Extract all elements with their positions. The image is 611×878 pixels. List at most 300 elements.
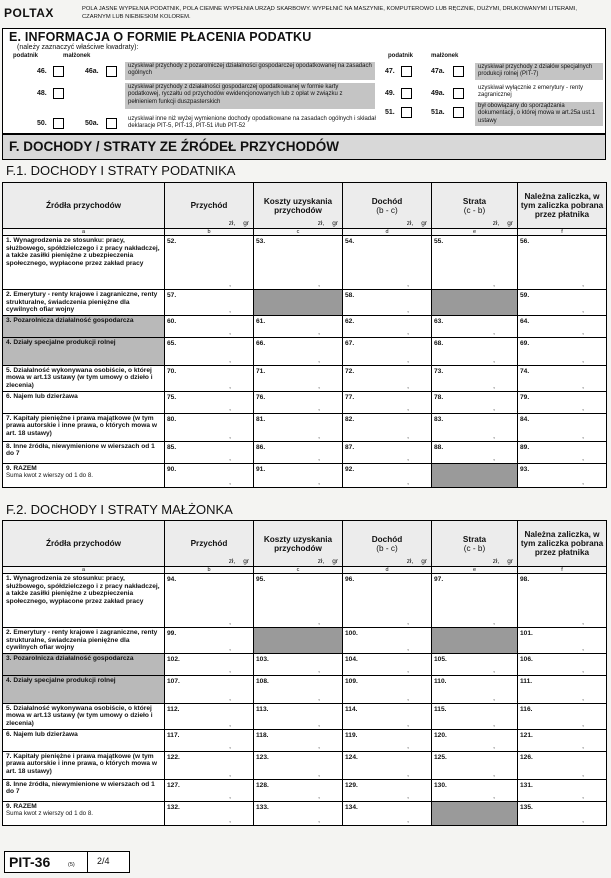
amount-field[interactable] — [254, 391, 343, 413]
field-number: 80. — [167, 415, 177, 423]
source-label-text: 3. Pozarolnicza działalność gospodarcza — [6, 654, 134, 662]
table-row — [3, 729, 607, 751]
field-number: 63. — [434, 317, 444, 325]
amount-field[interactable] — [518, 315, 607, 337]
source-label — [3, 441, 165, 463]
decimal-separator: , — [318, 404, 320, 412]
checkbox-46a[interactable] — [106, 66, 117, 77]
field-number: 129. — [345, 781, 358, 789]
field-number: 104. — [345, 655, 358, 663]
disabled-cell — [432, 290, 518, 316]
amount-field[interactable] — [165, 236, 254, 290]
source-label-text: 4. Działy specjalne produkcji rolnej — [6, 676, 116, 684]
unit-zl: zł, — [406, 220, 414, 227]
field-number: 55. — [434, 238, 444, 245]
field-number: 59. — [520, 292, 530, 299]
checkbox-47a[interactable] — [453, 66, 464, 77]
column-letter: f — [518, 567, 607, 574]
section-e-subtitle: (należy zaznaczyć właściwe kwadraty): — [17, 44, 139, 51]
amount-field[interactable] — [432, 236, 518, 290]
amount-field[interactable] — [343, 751, 432, 779]
field-number: 56. — [520, 238, 530, 245]
amount-field[interactable] — [343, 413, 432, 441]
decimal-separator: , — [229, 720, 231, 728]
amount-field[interactable] — [432, 365, 518, 391]
amount-field[interactable] — [343, 463, 432, 487]
f2-title: F.2. DOCHODY I STRATY MAŁŻONKA — [6, 502, 233, 517]
col-header-income — [165, 521, 254, 567]
col-header-costs — [254, 521, 343, 567]
amount-field[interactable] — [254, 463, 343, 487]
amount-field[interactable] — [165, 391, 254, 413]
field-number: 78. — [434, 393, 444, 401]
field-number: 49a. — [431, 90, 445, 97]
unit-label — [399, 220, 427, 227]
amount-field[interactable] — [165, 290, 254, 316]
amount-field[interactable] — [254, 315, 343, 337]
amount-field[interactable] — [432, 337, 518, 365]
amount-field[interactable] — [343, 628, 432, 654]
decimal-separator: , — [493, 404, 495, 412]
decimal-separator: , — [582, 694, 584, 702]
unit-zl: zł, — [228, 220, 236, 227]
checkbox-51[interactable] — [401, 107, 412, 118]
source-label-text: 8. Inne źródła, niewymienione w wierszach od 1 do 7 — [6, 780, 155, 796]
amount-field[interactable] — [254, 574, 343, 628]
decimal-separator: , — [318, 432, 320, 440]
decimal-separator: , — [407, 382, 409, 390]
amount-field[interactable] — [518, 391, 607, 413]
table-row — [3, 675, 607, 703]
field-number: 61. — [256, 317, 266, 325]
field-number: 88. — [434, 443, 444, 451]
field-number: 120. — [434, 731, 447, 739]
amount-field[interactable] — [254, 441, 343, 463]
decimal-separator: , — [582, 816, 584, 824]
field-number: 60. — [167, 317, 177, 325]
amount-field[interactable] — [432, 751, 518, 779]
amount-field[interactable] — [254, 236, 343, 290]
table-row — [3, 779, 607, 801]
source-label — [3, 290, 165, 316]
field-number: 94. — [167, 576, 177, 583]
field-number: 83. — [434, 415, 444, 423]
amount-field[interactable] — [343, 391, 432, 413]
amount-field[interactable] — [518, 463, 607, 487]
amount-field[interactable] — [343, 441, 432, 463]
amount-field[interactable] — [343, 574, 432, 628]
col-header-source-text: Źródła przychodów — [45, 201, 122, 210]
table-row — [3, 653, 607, 675]
amount-field[interactable] — [165, 365, 254, 391]
checkbox-50[interactable] — [53, 118, 64, 129]
column-letter: a — [3, 567, 165, 574]
checkbox-49[interactable] — [401, 88, 412, 99]
field-number: 51. — [385, 109, 395, 116]
disabled-cell — [432, 463, 518, 487]
amount-field[interactable] — [165, 413, 254, 441]
source-label-text: 5. Działalność wykonywana osobiście, o której mowa w art.13 ustawy (w tym umowy o dzieło i zlecenia) — [6, 704, 153, 727]
source-label-text: 9. RAZEM — [6, 464, 37, 472]
amount-field[interactable] — [165, 675, 254, 703]
field-number: 57. — [167, 292, 177, 299]
amount-field[interactable] — [518, 365, 607, 391]
option-text-47: uzyskiwał przychody z działów specjalnych produkcji rolnej (PIT-7) — [475, 63, 603, 80]
field-number: 116. — [520, 705, 533, 713]
field-number: 108. — [256, 677, 269, 685]
checkbox-46[interactable] — [53, 66, 64, 77]
field-number: 134. — [345, 803, 358, 811]
decimal-separator: , — [229, 619, 231, 626]
amount-field[interactable] — [165, 703, 254, 729]
unit-gr: gr — [507, 558, 513, 565]
source-label-text: 6. Najem lub dzierżawa — [6, 730, 78, 738]
disabled-cell — [254, 290, 343, 316]
amount-field[interactable] — [165, 315, 254, 337]
checkbox-50a[interactable] — [106, 118, 117, 129]
field-number: 99. — [167, 630, 177, 637]
column-letter: f — [518, 229, 607, 236]
field-number: 98. — [520, 576, 530, 583]
col-header-profit — [343, 183, 432, 229]
field-number: 89. — [520, 443, 530, 451]
amount-field[interactable] — [165, 729, 254, 751]
amount-field[interactable] — [343, 703, 432, 729]
col-header-loss-text: Strata — [462, 196, 487, 206]
col-header-profit — [343, 521, 432, 567]
decimal-separator: , — [582, 666, 584, 674]
table-row — [3, 391, 607, 413]
decimal-separator: , — [407, 478, 409, 486]
amount-field[interactable] — [165, 779, 254, 801]
field-number: 128. — [256, 781, 269, 789]
source-label-text: 2. Emerytury - renty krajowe i zagraniczne, renty strukturalne, świadczenia pieniężne dla cywilnych ofiar wojny — [6, 291, 158, 314]
column-letter: e — [432, 229, 518, 236]
source-label — [3, 779, 165, 801]
amount-field[interactable] — [518, 236, 607, 290]
unit-label — [399, 558, 427, 565]
column-letter: b — [165, 229, 254, 236]
unit-gr: gr — [243, 220, 249, 227]
amount-field[interactable] — [518, 801, 607, 825]
decimal-separator: , — [493, 742, 495, 750]
amount-field[interactable] — [432, 703, 518, 729]
field-number: 86. — [256, 443, 266, 451]
decimal-separator: , — [493, 694, 495, 702]
table-row — [3, 413, 607, 441]
amount-field[interactable] — [432, 441, 518, 463]
f1-title: F.1. DOCHODY I STRATY PODATNIKA — [6, 163, 236, 178]
decimal-separator: , — [493, 454, 495, 462]
field-number: 106. — [520, 655, 533, 663]
field-number: 64. — [520, 317, 530, 325]
amount-field[interactable] — [165, 751, 254, 779]
decimal-separator: , — [493, 770, 495, 778]
decimal-separator: , — [318, 694, 320, 702]
table-row — [3, 703, 607, 729]
option-text-46: uzyskiwał przychody z pozarolniczej działalności gospodarczej opodatkowanej na zasadach ogólnych — [125, 62, 375, 80]
decimal-separator: , — [582, 281, 584, 288]
amount-field[interactable] — [518, 751, 607, 779]
field-number: 47a. — [431, 68, 445, 75]
amount-field[interactable] — [165, 628, 254, 654]
amount-field[interactable] — [254, 653, 343, 675]
decimal-separator: , — [407, 306, 409, 314]
amount-field[interactable] — [254, 675, 343, 703]
field-number: 50a. — [85, 120, 99, 127]
checkbox-51a[interactable] — [453, 107, 464, 118]
field-number: 102. — [167, 655, 180, 663]
amount-field[interactable] — [432, 675, 518, 703]
amount-field[interactable] — [165, 337, 254, 365]
amount-field[interactable] — [165, 441, 254, 463]
decimal-separator: , — [582, 792, 584, 800]
field-number: 107. — [167, 677, 180, 685]
amount-field[interactable] — [343, 236, 432, 290]
amount-field[interactable] — [432, 653, 518, 675]
table-row — [3, 801, 607, 825]
amount-field[interactable] — [254, 779, 343, 801]
amount-field[interactable] — [254, 801, 343, 825]
decimal-separator: , — [229, 306, 231, 314]
field-number: 84. — [520, 415, 530, 423]
amount-field[interactable] — [432, 779, 518, 801]
field-number: 54. — [345, 238, 355, 245]
amount-field[interactable] — [518, 337, 607, 365]
decimal-separator: , — [407, 454, 409, 462]
decimal-separator: , — [407, 404, 409, 412]
decimal-separator: , — [582, 356, 584, 364]
field-number: 74. — [520, 367, 530, 375]
field-number: 123. — [256, 753, 269, 761]
decimal-separator: , — [229, 281, 231, 288]
source-label-text: 8. Inne źródła, niewymienione w wierszach od 1 do 7 — [6, 442, 155, 458]
col-header-costs — [254, 183, 343, 229]
field-number: 122. — [167, 753, 180, 761]
decimal-separator: , — [318, 478, 320, 486]
col-header-profit-formula: (b - c) — [376, 543, 398, 553]
decimal-separator: , — [318, 742, 320, 750]
decimal-separator: , — [318, 770, 320, 778]
field-number: 73. — [434, 367, 444, 375]
amount-field[interactable] — [343, 315, 432, 337]
amount-field[interactable] — [432, 413, 518, 441]
amount-field[interactable] — [343, 729, 432, 751]
amount-field[interactable] — [343, 779, 432, 801]
field-number: 105. — [434, 655, 447, 663]
col-header-advance-text: Należna zaliczka, w tym zaliczka pobrana przez płatnika — [520, 530, 604, 557]
field-number: 117. — [167, 731, 180, 739]
fill-instructions: POLA JASNE WYPEŁNIA PODATNIK, POLA CIEMNE WYPEŁNIA URZĄD SKARBOWY. WYPEŁNIĆ NA MASZYNIE, KOMPUTEROWO LUB RĘCZNIE, DUŻYMI, DRUKOWANYMI LITERAMI, CZARNYM LUB NIEBIESKIM KOLOREM. — [82, 6, 577, 20]
decimal-separator: , — [582, 404, 584, 412]
field-number: 91. — [256, 465, 266, 473]
field-number: 58. — [345, 292, 355, 299]
decimal-separator: , — [493, 720, 495, 728]
amount-field[interactable] — [254, 729, 343, 751]
decimal-separator: , — [407, 742, 409, 750]
amount-field[interactable] — [518, 675, 607, 703]
decimal-separator: , — [229, 356, 231, 364]
field-number: 71. — [256, 367, 266, 375]
amount-field[interactable] — [254, 751, 343, 779]
field-number: 52. — [167, 238, 177, 245]
amount-field[interactable] — [254, 365, 343, 391]
unit-zl: zł, — [317, 558, 325, 565]
table-header-row — [3, 521, 607, 567]
source-label — [3, 653, 165, 675]
col-header-profit-text: Dochód — [371, 534, 403, 544]
decimal-separator: , — [493, 328, 495, 336]
decimal-separator: , — [582, 328, 584, 336]
col-header-loss — [432, 521, 518, 567]
field-number: 62. — [345, 317, 355, 325]
field-number: 69. — [520, 339, 530, 347]
section-f-header — [2, 134, 606, 160]
col-podatnik-left: podatnik — [13, 53, 38, 59]
unit-gr: gr — [507, 220, 513, 227]
checkbox-48[interactable] — [53, 88, 64, 99]
col-header-source — [3, 183, 165, 229]
amount-field[interactable] — [343, 675, 432, 703]
amount-field[interactable] — [343, 337, 432, 365]
column-letters-row — [3, 229, 607, 236]
checkbox-47[interactable] — [401, 66, 412, 77]
form-footer — [4, 851, 130, 873]
amount-field[interactable] — [165, 463, 254, 487]
decimal-separator: , — [229, 432, 231, 440]
col-header-advance — [518, 521, 607, 567]
decimal-separator: , — [582, 770, 584, 778]
field-number: 87. — [345, 443, 355, 451]
field-number: 96. — [345, 576, 355, 583]
field-number: 101. — [520, 630, 533, 637]
table-row — [3, 463, 607, 487]
source-label — [3, 628, 165, 654]
field-number: 130. — [434, 781, 447, 789]
field-number: 72. — [345, 367, 355, 375]
amount-field[interactable] — [432, 391, 518, 413]
amount-field[interactable] — [432, 574, 518, 628]
source-label — [3, 337, 165, 365]
field-number: 132. — [167, 803, 180, 811]
source-label — [3, 315, 165, 337]
field-number: 81. — [256, 415, 266, 423]
decimal-separator: , — [407, 666, 409, 674]
unit-zl: zł, — [492, 558, 500, 565]
source-note: Suma kwot z wierszy od 1 do 8. — [6, 810, 94, 818]
col-malzonek-left: małżonek — [63, 53, 91, 59]
field-number: 113. — [256, 705, 269, 713]
f2-income-table — [2, 520, 607, 826]
amount-field[interactable] — [343, 653, 432, 675]
decimal-separator: , — [582, 432, 584, 440]
col-header-source — [3, 521, 165, 567]
amount-field[interactable] — [343, 290, 432, 316]
field-number: 111. — [520, 677, 533, 685]
col-header-advance — [518, 183, 607, 229]
amount-field[interactable] — [518, 290, 607, 316]
field-number: 66. — [256, 339, 266, 347]
decimal-separator: , — [229, 694, 231, 702]
decimal-separator: , — [582, 720, 584, 728]
amount-field[interactable] — [343, 801, 432, 825]
decimal-separator: , — [229, 792, 231, 800]
field-number: 77. — [345, 393, 355, 401]
table-row — [3, 574, 607, 628]
decimal-separator: , — [493, 432, 495, 440]
unit-zl: zł, — [228, 558, 236, 565]
amount-field[interactable] — [432, 315, 518, 337]
amount-field[interactable] — [343, 365, 432, 391]
amount-field[interactable] — [254, 337, 343, 365]
field-number: 82. — [345, 415, 355, 423]
amount-field[interactable] — [165, 574, 254, 628]
amount-field[interactable] — [254, 413, 343, 441]
f1-income-table — [2, 182, 607, 488]
amount-field[interactable] — [432, 729, 518, 751]
unit-label — [485, 220, 513, 227]
column-letter: e — [432, 567, 518, 574]
decimal-separator: , — [582, 644, 584, 652]
decimal-separator: , — [493, 356, 495, 364]
field-number: 109. — [345, 677, 358, 685]
decimal-separator: , — [318, 720, 320, 728]
field-number: 51a. — [431, 109, 445, 116]
col-header-income — [165, 183, 254, 229]
decimal-separator: , — [229, 816, 231, 824]
amount-field[interactable] — [518, 628, 607, 654]
column-letter: c — [254, 567, 343, 574]
decimal-separator: , — [318, 816, 320, 824]
source-label — [3, 463, 165, 487]
source-label-text: 9. RAZEM — [6, 802, 37, 810]
decimal-separator: , — [318, 356, 320, 364]
decimal-separator: , — [493, 792, 495, 800]
decimal-separator: , — [318, 328, 320, 336]
field-number: 114. — [345, 705, 358, 713]
decimal-separator: , — [582, 619, 584, 626]
option-text-50: uzyskiwał inne niż wyżej wymienione dochody opodatkowane na zasadach ogólnych i składał deklaracje PIT-5, PIT-13, PIT-51 i/lub PIT-52 — [128, 116, 376, 130]
source-note: Suma kwot z wierszy od 1 do 8. — [6, 472, 94, 480]
checkbox-49a[interactable] — [453, 88, 464, 99]
field-number: 48. — [37, 90, 47, 97]
amount-field[interactable] — [518, 413, 607, 441]
amount-field[interactable] — [518, 703, 607, 729]
table-row — [3, 751, 607, 779]
amount-field[interactable] — [254, 703, 343, 729]
amount-field[interactable] — [518, 729, 607, 751]
amount-field[interactable] — [165, 801, 254, 825]
table-header-row — [3, 183, 607, 229]
source-label — [3, 574, 165, 628]
field-number: 85. — [167, 443, 177, 451]
amount-field[interactable] — [165, 653, 254, 675]
amount-field[interactable] — [518, 574, 607, 628]
amount-field[interactable] — [518, 653, 607, 675]
amount-field[interactable] — [518, 441, 607, 463]
decimal-separator: , — [229, 328, 231, 336]
column-letter: a — [3, 229, 165, 236]
field-number: 133. — [256, 803, 269, 811]
column-letter: c — [254, 229, 343, 236]
field-number: 126. — [520, 753, 533, 761]
unit-label — [310, 220, 338, 227]
amount-field[interactable] — [518, 779, 607, 801]
col-header-income-text: Przychód — [190, 539, 228, 548]
source-label — [3, 703, 165, 729]
field-number: 131. — [520, 781, 533, 789]
source-label-text: 1. Wynagrodzenia ze stosunku: pracy, służbowego, spółdzielczego i z pracy nakładczej, a także zasiłki pieniężne z ubezpieczenia społecznego, wypłacone przez zakład pracy — [6, 575, 160, 605]
